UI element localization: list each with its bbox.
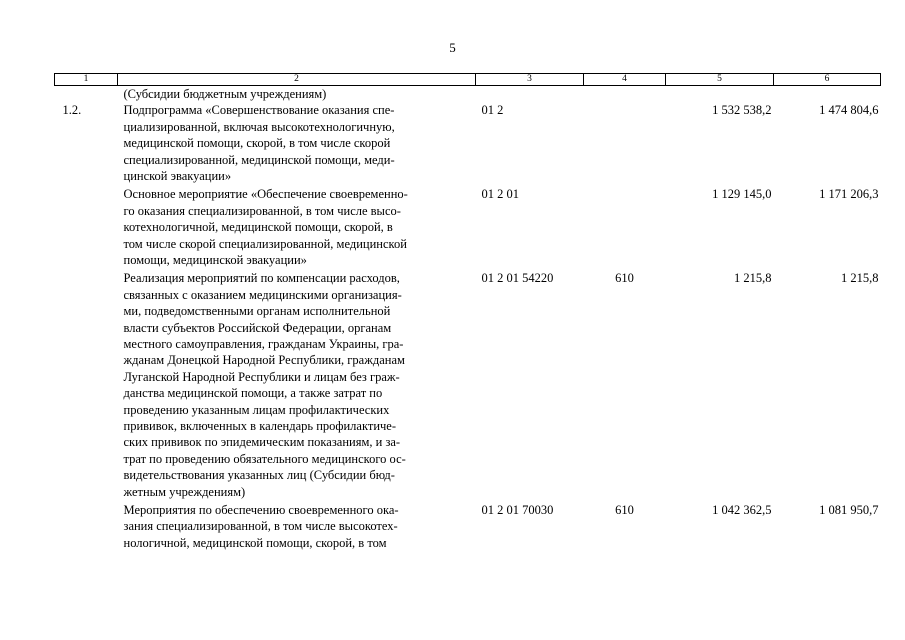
table-row: [55, 86, 881, 103]
row-number: [55, 502, 118, 553]
row-code: 01 2 01: [481, 187, 519, 202]
row-name-line: нологичной, медицинской помощи, скорой, в том: [123, 535, 387, 550]
row-name-line: Основное мероприятие «Обеспечение своевременно-: [123, 187, 408, 202]
table-row: [55, 502, 881, 553]
row-value-col5: 1 042 362,5: [712, 503, 772, 517]
column-header-6: 6: [774, 74, 881, 86]
row-code: 01 2: [481, 103, 504, 118]
row-expense-type: [584, 186, 666, 270]
row-name-line: помощи, медицинской эвакуации»: [123, 253, 307, 268]
row-name-line: местного самоуправления, гражданам Украины, гра-: [123, 337, 404, 352]
row-name-line: циализированной, включая высокотехнологичную,: [123, 119, 395, 134]
row-name-line: прививок, включенных в календарь профилактиче-: [123, 419, 397, 434]
page-number: 5: [449, 40, 456, 55]
row-value-col6: [774, 86, 881, 103]
row-name-line: трат по проведению обязательного медицинского ос-: [123, 451, 406, 466]
row-value-col5: 1 215,8: [734, 271, 772, 286]
row-name: [118, 270, 476, 502]
column-header-2: 2: [118, 74, 476, 86]
row-name-line: ми, подведомственными органам исполнительной: [123, 304, 391, 319]
row-name: [118, 502, 476, 553]
row-name-line: том числе скорой специализированной, медицинской: [123, 236, 407, 251]
row-name-line: жданам Донецкой Народной Республики, гражданам: [123, 353, 405, 368]
row-value-col5: 1 532 538,2: [712, 103, 772, 118]
row-value-col6: 1 215,8: [841, 271, 879, 286]
row-name-line: котехнологичной, медицинской помощи, скорой, в: [123, 220, 393, 235]
row-name-line: власти субъектов Российской Федерации, органам: [123, 320, 392, 335]
row-value-col6: 1 474 804,6: [819, 103, 879, 118]
row-name-line: видетельствования указанных лиц (Субсидии бюд-: [123, 468, 395, 483]
row-code: 01 2 01 54220: [481, 271, 554, 286]
row-number: [55, 186, 118, 270]
row-expense-type: [584, 102, 666, 186]
row-name-line: проведению указанным лицам профилактических: [123, 402, 390, 417]
row-name-line: Реализация мероприятий по компенсации расходов,: [123, 271, 400, 286]
column-header-5: 5: [666, 74, 774, 86]
row-name-line: Луганской Народной Республики и лицам без граж-: [123, 369, 400, 384]
column-header-3: 3: [476, 74, 584, 86]
row-number: [55, 270, 118, 502]
row-name-line: зания специализированной, в том числе высокотех-: [123, 519, 398, 534]
table-row: [55, 270, 881, 502]
row-name-line: (Субсидии бюджетным учреждениям): [123, 87, 327, 101]
row-number: [55, 86, 118, 103]
row-name-line: Подпрограмма «Совершенствование оказания спе-: [123, 103, 395, 118]
row-name: [118, 102, 476, 186]
row-number: 1.2.: [62, 103, 82, 118]
row-name-line: связанных с оказанием медицинскими организация-: [123, 287, 402, 302]
row-code: 01 2 01 70030: [481, 503, 554, 517]
row-expense-type: [584, 86, 666, 103]
row-name: [118, 186, 476, 270]
table-body: [55, 86, 881, 554]
row-expense-type: 610: [615, 271, 634, 286]
row-name-line: го оказания специализированной, в том числе высо-: [123, 203, 401, 218]
table-row: [55, 102, 881, 186]
row-name-line: данства медицинской помощи, а также затрат по: [123, 386, 383, 401]
column-header-1: 1: [55, 74, 118, 86]
row-name-line: цинской эвакуации»: [123, 169, 232, 184]
row-name-line: медицинской помощи, скорой, в том числе скорой: [123, 136, 391, 151]
budget-table: [54, 73, 881, 553]
row-value-col5: 1 129 145,0: [712, 187, 772, 202]
row-code: [476, 86, 584, 103]
row-name: [118, 86, 476, 103]
row-name-line: Мероприятия по обеспечению своевременного ока-: [123, 503, 399, 517]
table-header-row: [55, 74, 881, 86]
row-value-col6: 1 081 950,7: [819, 503, 879, 517]
row-name-line: ских прививок по эпидемическим показаниям, и за-: [123, 435, 401, 450]
row-name-line: жетным учреждениям): [123, 484, 246, 499]
row-name-line: специализированной, медицинской помощи, меди-: [123, 152, 395, 167]
row-value-col6: 1 171 206,3: [819, 187, 879, 202]
row-value-col5: [666, 86, 774, 103]
table-row: [55, 186, 881, 270]
column-header-4: 4: [584, 74, 666, 86]
row-expense-type: 610: [615, 503, 634, 517]
